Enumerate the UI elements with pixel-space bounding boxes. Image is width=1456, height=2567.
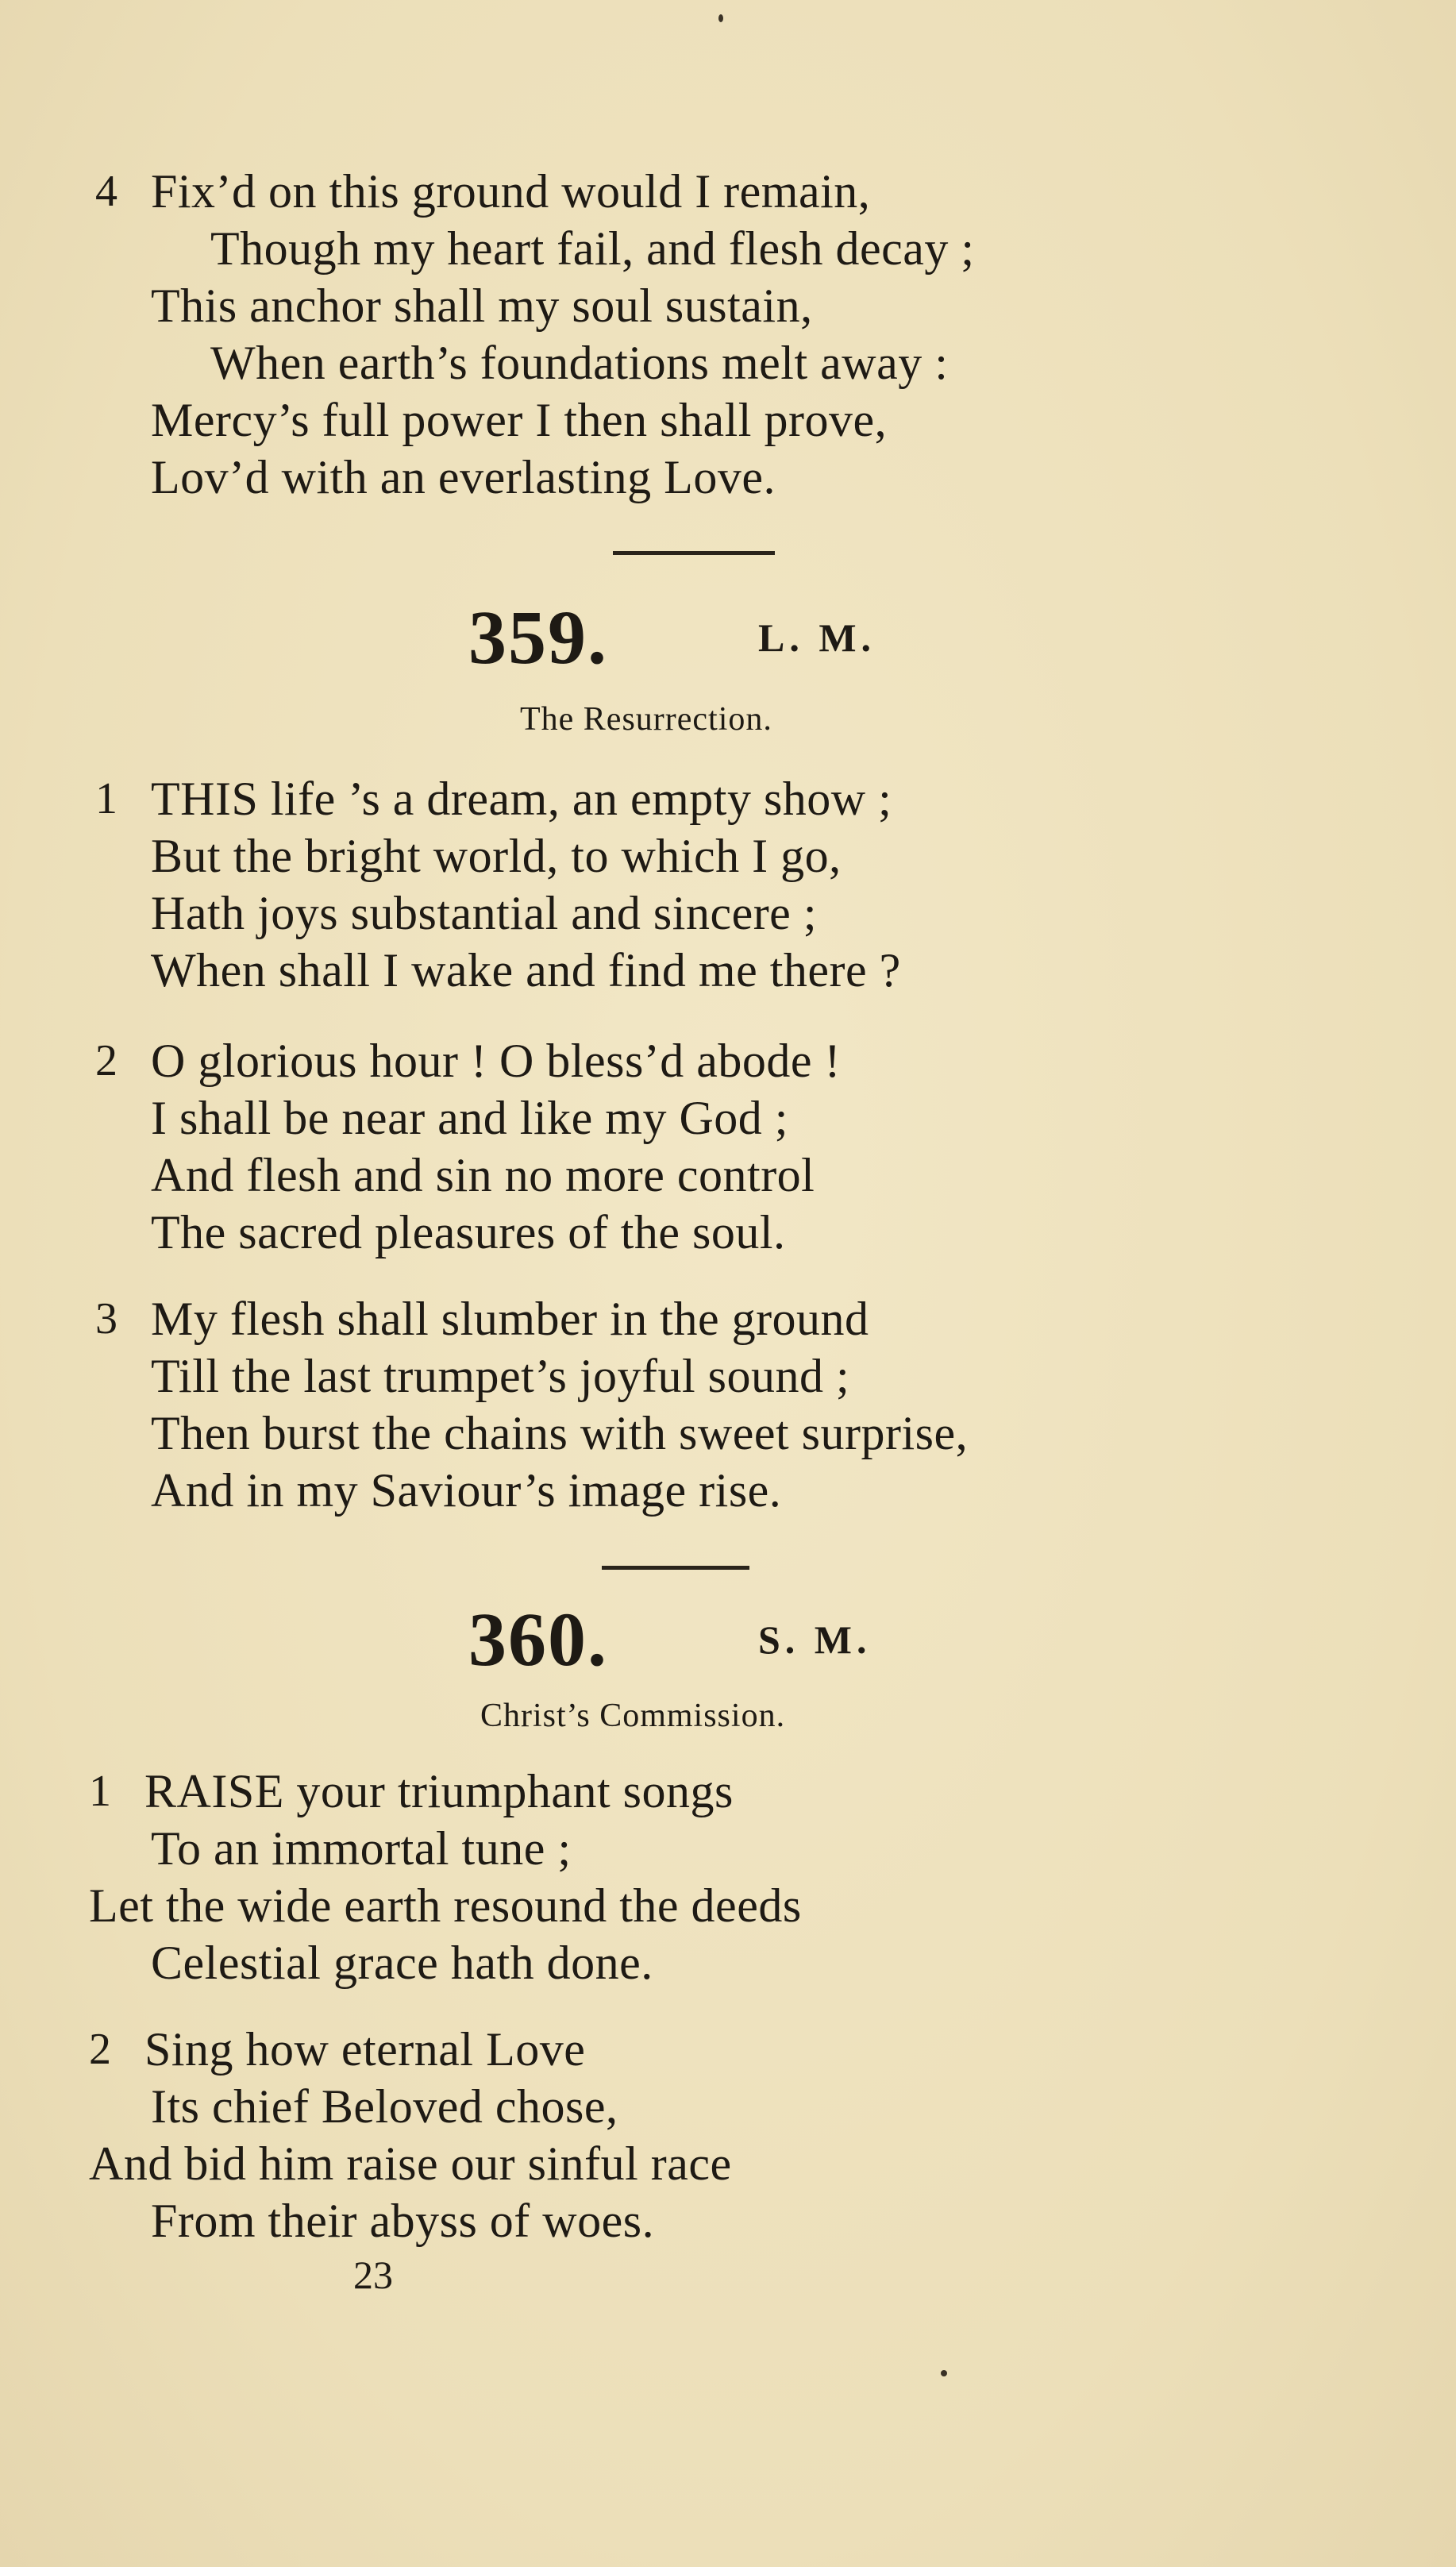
verse-line: Till the last trumpet’s joyful sound ; (151, 1350, 850, 1402)
hymn-number: 359. (468, 595, 608, 680)
verse-line: Lov’d with an everlasting Love. (151, 451, 776, 503)
verse-line: And in my Saviour’s image rise. (151, 1464, 782, 1517)
verse-line: Its chief Beloved chose, (151, 2080, 618, 2133)
hymn-meter: L. M. (758, 615, 876, 660)
verse-line: Though my heart fail, and flesh decay ; (210, 222, 975, 275)
verse-line: My flesh shall slumber in the ground (151, 1293, 869, 1345)
section-divider (602, 1566, 749, 1570)
verse-line: Then burst the chains with sweet surprise, (151, 1407, 969, 1459)
section-divider (613, 551, 775, 555)
verse-line: Let the wide earth resound the deeds (89, 1879, 802, 1932)
verse-line: Sing how eternal Love (144, 2023, 586, 2076)
scan-speck (718, 14, 723, 22)
verse-line: When earth’s foundations melt away : (210, 337, 949, 389)
verse-line: But the bright world, to which I go, (151, 830, 842, 882)
verse-line: Hath joys substantial and sincere ; (151, 887, 817, 939)
verse-line: Fix’d on this ground would I remain, (151, 165, 871, 218)
verse-number: 4 (95, 167, 117, 216)
verse-number: 2 (95, 1036, 117, 1085)
verse-line: From their abyss of woes. (151, 2195, 655, 2247)
verse-line: O glorious hour ! O bless’d abode ! (151, 1035, 842, 1087)
hymn-number: 360. (468, 1597, 608, 1682)
verse-line: This anchor shall my soul sustain, (151, 279, 813, 332)
verse-line: I shall be near and like my God ; (151, 1092, 788, 1144)
verse-line: RAISE your triumphant songs (144, 1765, 734, 1817)
verse-line: To an immortal tune ; (151, 1822, 572, 1875)
verse-line: When shall I wake and find me there ? (151, 944, 901, 996)
verse-number: 3 (95, 1294, 117, 1343)
hymn-title: Christ’s Commission. (480, 1698, 786, 1734)
verse-number: 1 (95, 774, 117, 823)
signature-mark: 23 (353, 2253, 393, 2297)
verse-line: And flesh and sin no more control (151, 1149, 815, 1201)
verse-line: The sacred pleasures of the soul. (151, 1206, 786, 1258)
verse-line: Mercy’s full power I then shall prove, (151, 394, 888, 446)
verse-line: And bid him raise our sinful race (89, 2137, 732, 2190)
hymn-meter: S. M. (758, 1617, 872, 1662)
hymn-title: The Resurrection. (520, 701, 772, 738)
verse-line: THIS life ’s a dream, an empty show ; (151, 773, 892, 825)
verse-number: 1 (89, 1767, 111, 1816)
verse-number: 2 (89, 2025, 111, 2074)
verse-line: Celestial grace hath done. (151, 1937, 653, 1989)
scan-speck (941, 2370, 947, 2376)
